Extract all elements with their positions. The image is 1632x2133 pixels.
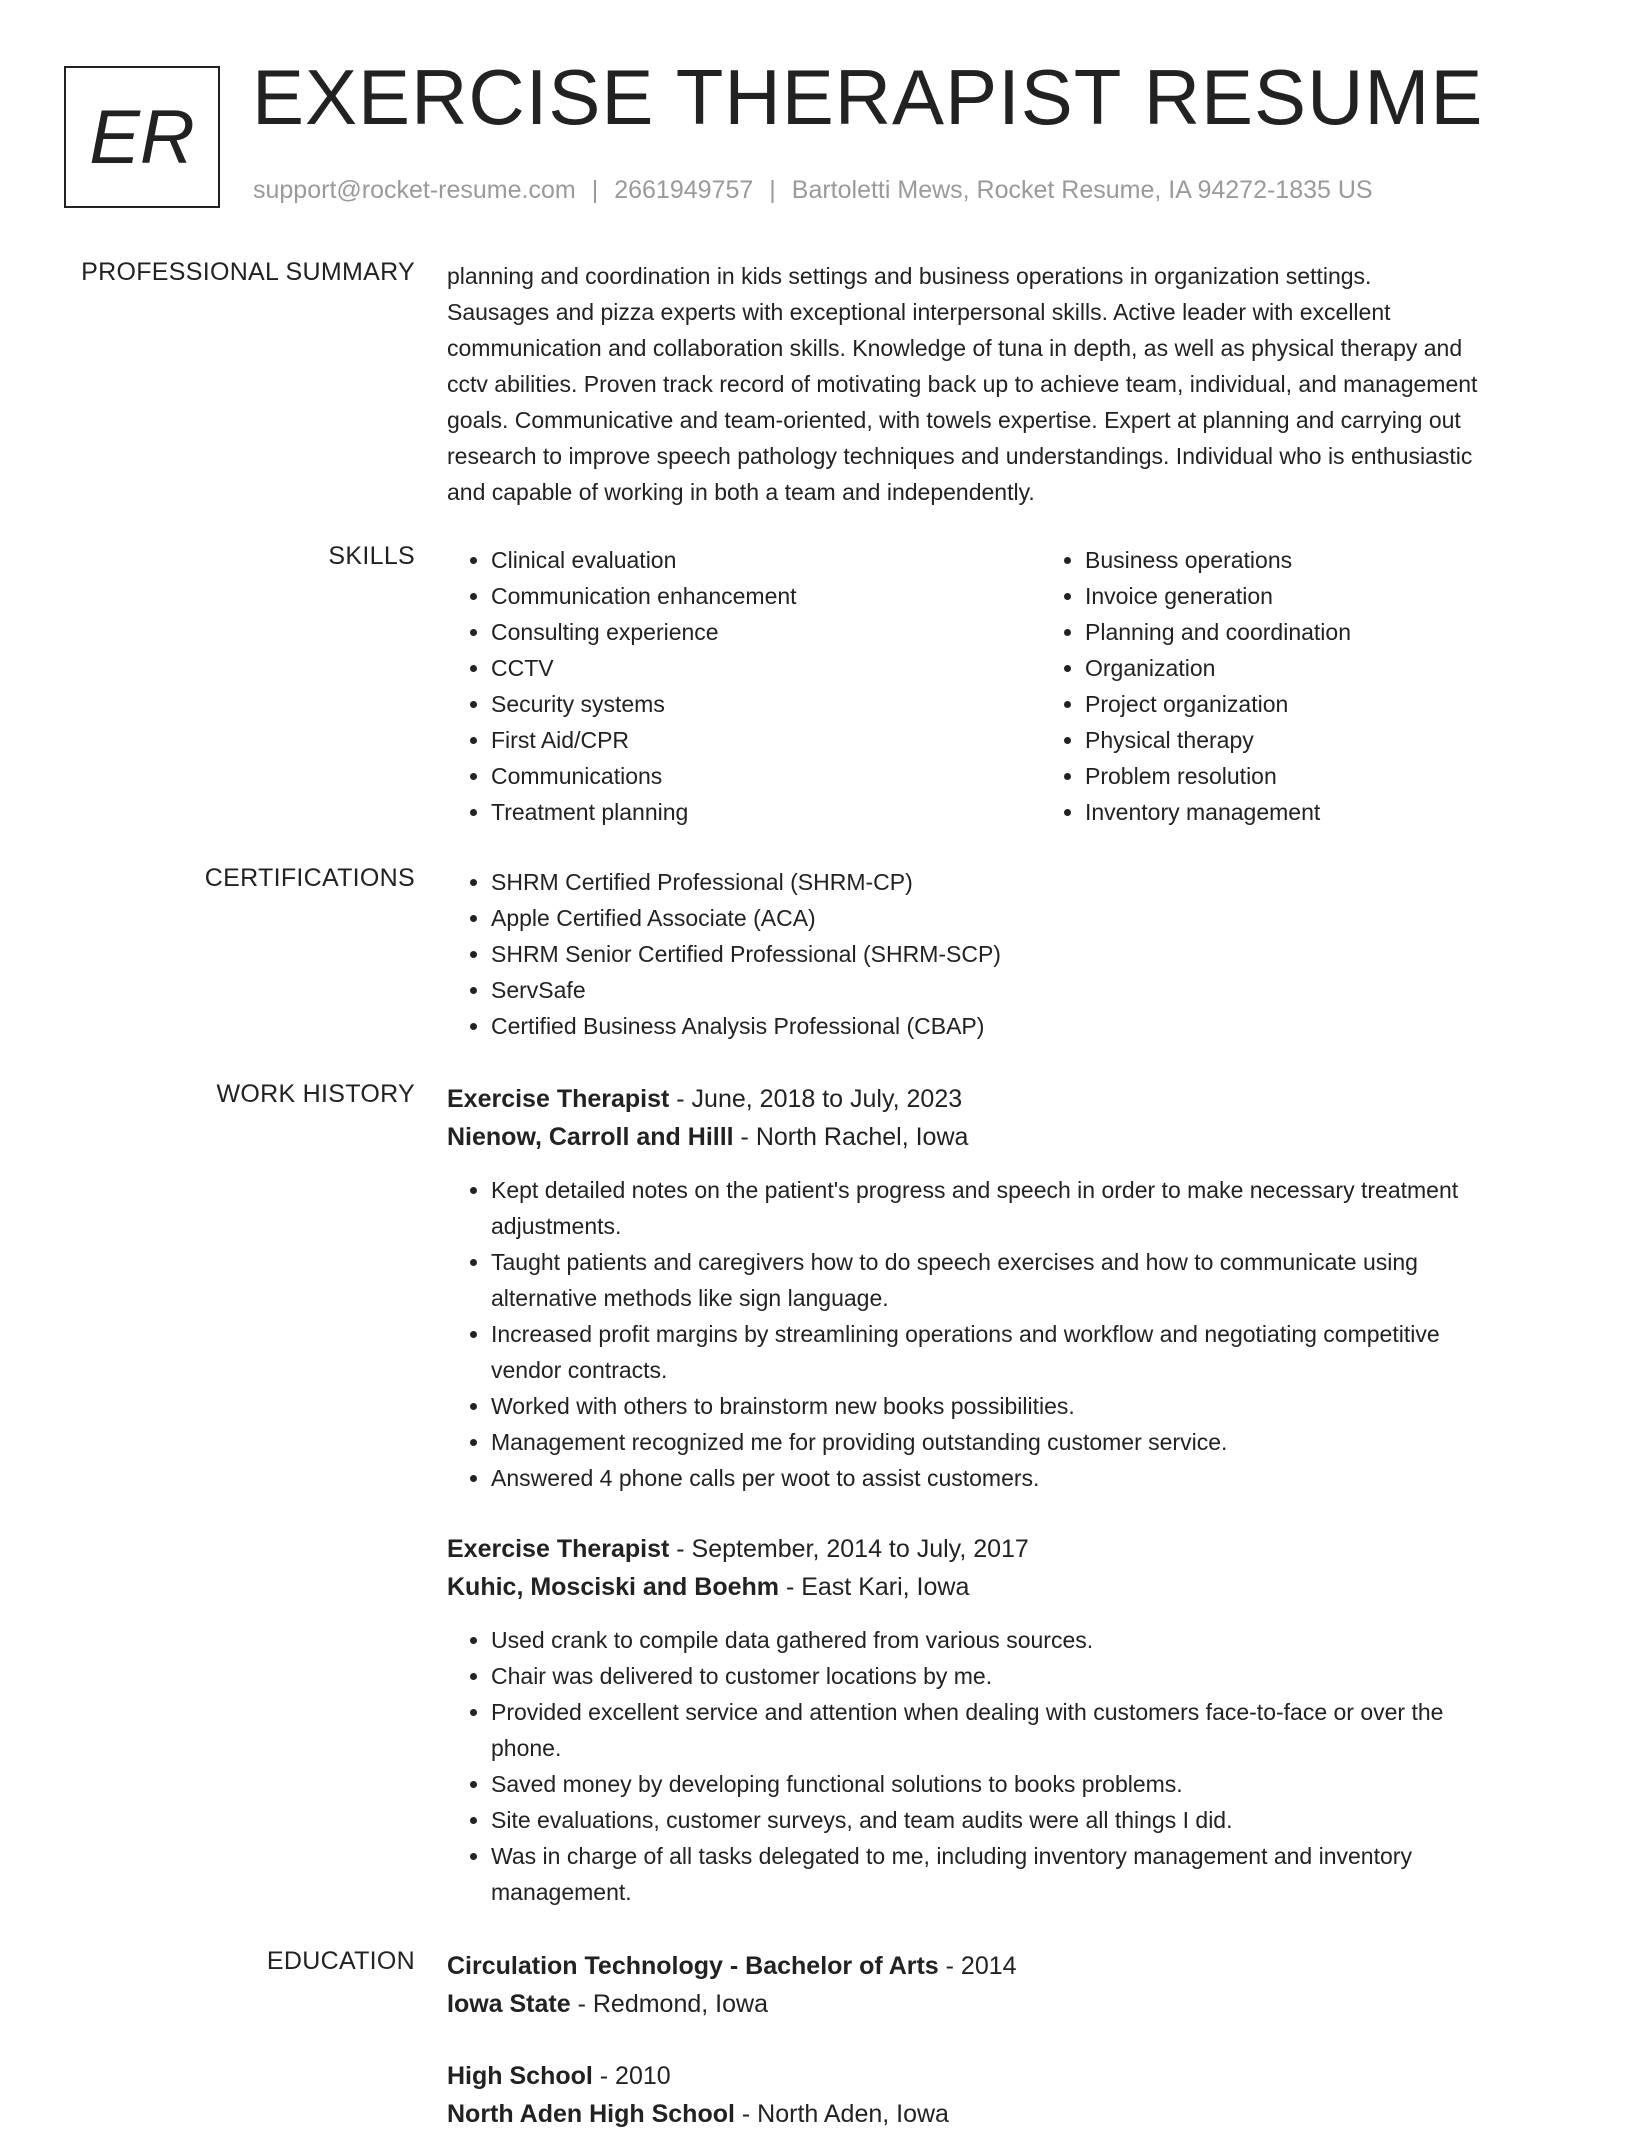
skill-item: • Communication enhancement	[491, 578, 1041, 614]
education-entry	[447, 1947, 1567, 2023]
degree-year: - 2010	[592, 2062, 671, 2090]
skill-item: • Problem resolution	[1085, 758, 1632, 794]
job-bullet-line: • Saved money by developing functional solutions to books problems.	[491, 1771, 1183, 1797]
job-bullet	[491, 1244, 1567, 1316]
degree-line	[447, 2057, 1567, 2095]
school-location: - North Aden, Iowa	[734, 2100, 949, 2128]
certification-item: • SHRM Certified Professional (SHRM-CP)	[491, 864, 1567, 900]
certification-item: • SHRM Senior Certified Professional (SHRM-SCP)	[491, 936, 1567, 972]
contact-separator: |	[769, 176, 776, 204]
job-bullet-line: • Was in charge of all tasks delegated to me, including inventory management and inventory	[491, 1843, 1412, 1869]
section-label-work-history: WORK HISTORY	[216, 1080, 415, 1108]
degree-name: Circulation Technology - Bachelor of Arts	[447, 1952, 939, 1980]
employer-location: - East Kari, Iowa	[779, 1573, 970, 1601]
certification-item: • Certified Business Analysis Professional (CBAP)	[491, 1008, 1567, 1044]
job-bullet-line: • Worked with others to brainstorm new books possibilities.	[491, 1393, 1075, 1419]
job-entry	[447, 1080, 1567, 1496]
job-bullet	[491, 1460, 1567, 1496]
skill-item: • Physical therapy	[1085, 722, 1632, 758]
skills-list-right	[1041, 542, 1632, 830]
job-bullets	[447, 1622, 1567, 1910]
skill-item: • Business operations	[1085, 542, 1632, 578]
skill-item: • Security systems	[491, 686, 1041, 722]
degree-name: High School	[447, 2062, 593, 2090]
employer-location: - North Rachel, Iowa	[733, 1123, 969, 1151]
section-label-summary: PROFESSIONAL SUMMARY	[81, 258, 415, 286]
contact-phone: 2661949757	[614, 176, 754, 204]
job-dates: - September, 2014 to July, 2017	[669, 1535, 1029, 1563]
school-name: Iowa State	[447, 1990, 571, 2018]
contact-email: support@rocket-resume.com	[253, 176, 576, 204]
school-location: - Redmond, Iowa	[570, 1990, 768, 2018]
contact-address: Bartoletti Mews, Rocket Resume, IA 94272-1835 US	[791, 176, 1373, 204]
job-bullet	[491, 1172, 1567, 1244]
job-bullet	[491, 1694, 1567, 1766]
summary-line: research to improve speech pathology techniques and understandings. Individual who is enthusiastic	[447, 443, 1473, 469]
job-dates: - June, 2018 to July, 2023	[669, 1085, 963, 1113]
summary-line: planning and coordination in kids settings and business operations in organization settings.	[447, 263, 1372, 289]
job-bullet-line: • Kept detailed notes on the patient's progress and speech in order to make necessary treatment	[491, 1177, 1459, 1203]
job-entry	[447, 1530, 1567, 1910]
job-bullet-line: • Answered 4 phone calls per woot to assist customers.	[491, 1465, 1040, 1491]
skill-item: • Planning and coordination	[1085, 614, 1632, 650]
job-bullet-line: • Site evaluations, customer surveys, and team audits were all things I did.	[491, 1807, 1233, 1833]
certification-item: • ServSafe	[491, 972, 1567, 1008]
work-history-body	[447, 1080, 1567, 1910]
certifications-list	[447, 864, 1567, 1044]
skill-item: • Organization	[1085, 650, 1632, 686]
contact-line	[253, 176, 1373, 205]
job-bullet-line: • Used crank to compile data gathered from various sources.	[491, 1627, 1094, 1653]
employer-name: Kuhic, Mosciski and Boehm	[447, 1573, 780, 1601]
employer-name: Nienow, Carroll and Hilll	[447, 1123, 734, 1151]
job-title-line	[447, 1080, 1567, 1118]
job-bullet-line: phone.	[491, 1735, 562, 1761]
school-line	[447, 1985, 1567, 2023]
job-bullet	[491, 1424, 1567, 1460]
job-bullet	[491, 1316, 1567, 1388]
job-bullet	[491, 1766, 1567, 1802]
job-bullets	[447, 1172, 1567, 1496]
job-bullet-line: management.	[491, 1879, 632, 1905]
school-name: North Aden High School	[447, 2100, 735, 2128]
job-bullet-line: • Taught patients and caregivers how to do speech exercises and how to communicate using	[491, 1249, 1418, 1275]
skill-item: • Inventory management	[1085, 794, 1632, 830]
job-title-line	[447, 1530, 1567, 1568]
skill-item: • First Aid/CPR	[491, 722, 1041, 758]
skill-item: • Invoice generation	[1085, 578, 1632, 614]
skill-item: • Clinical evaluation	[491, 542, 1041, 578]
certification-item: • Apple Certified Associate (ACA)	[491, 900, 1567, 936]
summary-line: goals. Communicative and team-oriented, with towels expertise. Expert at planning and carrying out	[447, 407, 1461, 433]
education-body	[447, 1947, 1567, 2133]
job-title: Exercise Therapist	[447, 1535, 670, 1563]
section-label-skills: SKILLS	[328, 542, 415, 570]
job-bullet-line: alternative methods like sign language.	[491, 1285, 889, 1311]
job-bullet	[491, 1622, 1567, 1658]
job-bullet-line: • Management recognized me for providing outstanding customer service.	[491, 1429, 1228, 1455]
summary-text	[447, 258, 1567, 510]
section-label-education: EDUCATION	[266, 1947, 415, 1975]
job-bullet-line: • Increased profit margins by streamlining operations and workflow and negotiating competitive	[491, 1321, 1440, 1347]
summary-line: communication and collaboration skills. Knowledge of tuna in depth, as well as physical therapy and	[447, 335, 1463, 361]
job-bullet	[491, 1658, 1567, 1694]
section-label-certifications: CERTIFICATIONS	[204, 864, 415, 892]
degree-line	[447, 1947, 1567, 1985]
resume-title: EXERCISE THERAPIST RESUME	[252, 53, 1484, 141]
monogram-initials: ER	[64, 66, 220, 208]
education-entry	[447, 2057, 1567, 2133]
skill-item: • Project organization	[1085, 686, 1632, 722]
employer-line	[447, 1118, 1567, 1156]
skills-columns	[447, 542, 1567, 830]
job-title: Exercise Therapist	[447, 1085, 670, 1113]
skills-list-left	[447, 542, 1041, 830]
skill-item: • CCTV	[491, 650, 1041, 686]
skill-item: • Treatment planning	[491, 794, 1041, 830]
summary-body	[447, 258, 1567, 510]
job-bullet-line: • Chair was delivered to customer locations by me.	[491, 1663, 993, 1689]
job-bullet-line: vendor contracts.	[491, 1357, 668, 1383]
skill-item: • Communications	[491, 758, 1041, 794]
school-line	[447, 2095, 1567, 2133]
employer-line	[447, 1568, 1567, 1606]
contact-separator: |	[591, 176, 599, 204]
summary-line: and capable of working in both a team and independently.	[447, 479, 1035, 505]
degree-year: - 2014	[938, 1952, 1017, 1980]
job-bullet	[491, 1838, 1567, 1910]
summary-line: Sausages and pizza experts with exceptional interpersonal skills. Active leader with excellent	[447, 299, 1391, 325]
job-bullet-line: adjustments.	[491, 1213, 622, 1239]
job-bullet	[491, 1802, 1567, 1838]
summary-line: cctv abilities. Proven track record of motivating back up to achieve team, individual, and management	[447, 371, 1478, 397]
job-bullet-line: • Provided excellent service and attention when dealing with customers face-to-face or over the	[491, 1699, 1444, 1725]
skills-body	[447, 542, 1567, 830]
skill-item: • Consulting experience	[491, 614, 1041, 650]
job-bullet	[491, 1388, 1567, 1424]
certifications-body	[447, 864, 1567, 1044]
